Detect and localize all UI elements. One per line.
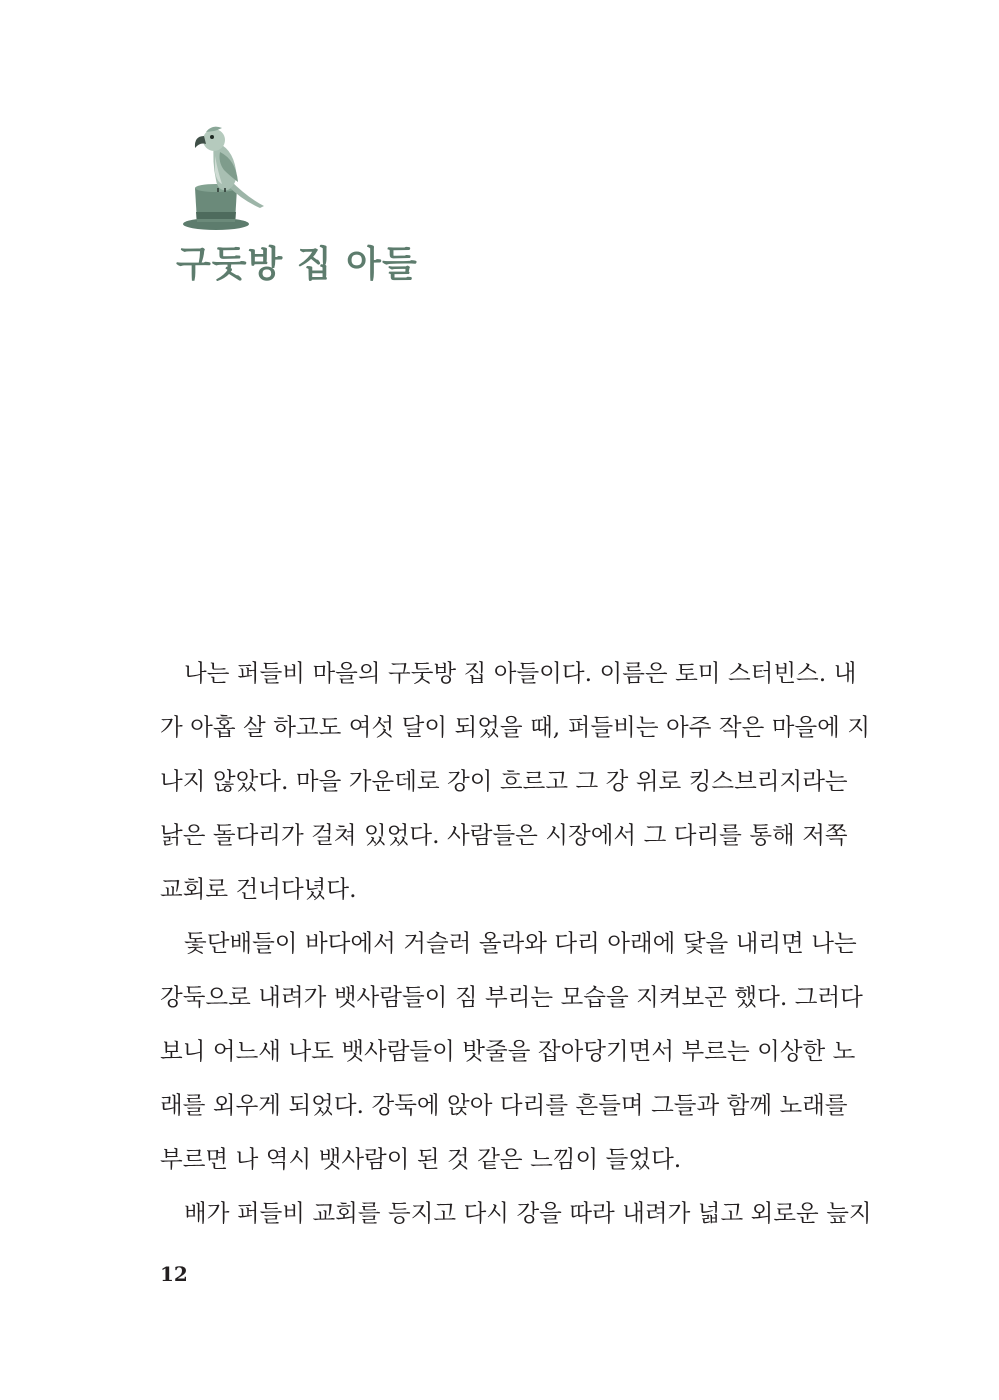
body-line: 나지 않았다. 마을 가운데로 강이 흐르고 그 강 위로 킹스브리지라는 [160,767,848,795]
body-line: 낡은 돌다리가 걸쳐 있었다. 사람들은 시장에서 그 다리를 통해 저쪽 [160,821,848,849]
body-line: 보니 어느새 나도 뱃사람들이 밧줄을 잡아당기면서 부르는 이상한 노 [160,1037,856,1065]
body-line: 래를 외우게 되었다. 강둑에 앉아 다리를 흔들며 그들과 함께 노래를 [160,1091,848,1119]
body-line: 강둑으로 내려가 뱃사람들이 짐 부리는 모습을 지켜보곤 했다. 그러다 [160,983,863,1011]
page-number: 12 [160,1262,188,1286]
body-line: 부르면 나 역시 뱃사람이 된 것 같은 느낌이 들었다. [160,1145,682,1173]
chapter-title: 구둣방 집 아들 [176,244,418,285]
parrot-on-top-hat-icon [178,120,273,232]
body-line: 배가 퍼들비 교회를 등지고 다시 강을 따라 내려가 넓고 외로운 늪지 [184,1199,872,1227]
body-line: 교회로 건너다녔다. [160,875,357,903]
body-line: 가 아홉 살 하고도 여섯 달이 되었을 때, 퍼들비는 아주 작은 마을에 지 [160,713,871,741]
body-line: 나는 퍼들비 마을의 구둣방 집 아들이다. 이름은 토미 스터빈스. 내 [184,659,857,687]
body-text [160,653,872,1247]
body-line: 돛단배들이 바다에서 거슬러 올라와 다리 아래에 닻을 내리면 나는 [184,929,857,957]
